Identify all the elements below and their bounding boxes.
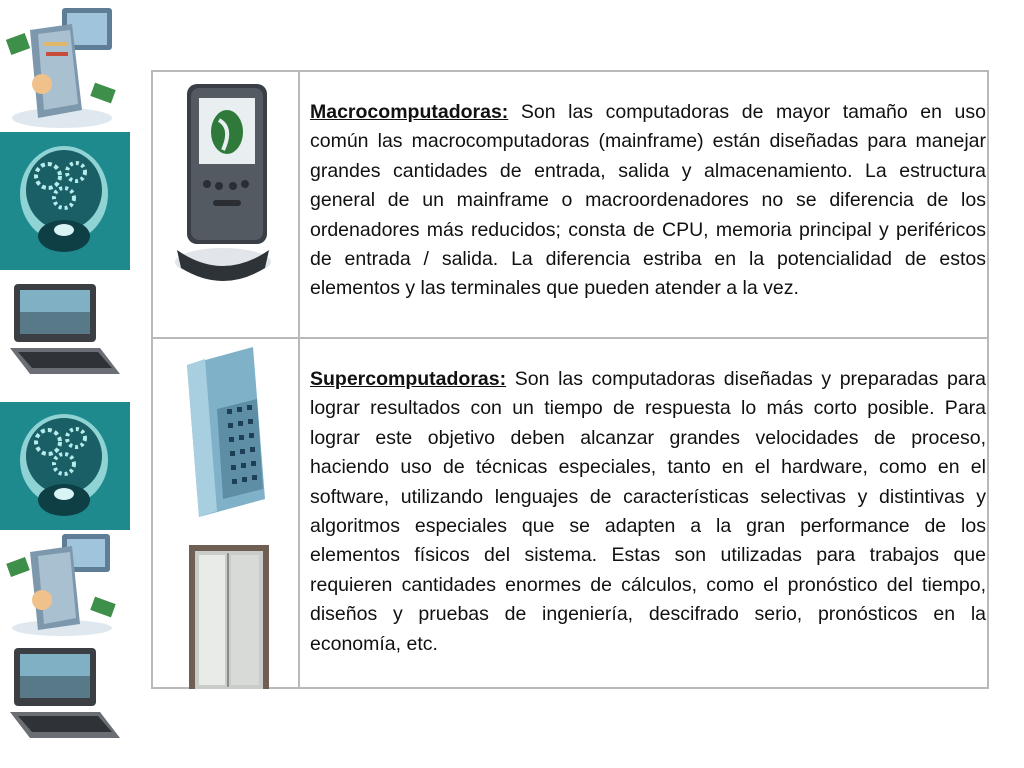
gear-head-icon [0,132,130,270]
table-row [153,337,987,689]
laptop-icon [0,638,130,768]
gear-head-icon [0,402,130,530]
macro-text: Son las computadoras de mayor tamaño en uso común las macrocomputadoras (mainframe) están diseñadas para manejar grandes cantidades de entrada, salida y almacenamiento. La estructura general de un mainframe o macroordenadores no se diferencia de los ordenadores más reducidos; consta de CPU, memoria principal y periféricos de entrada / salida. La diferencia estriba en la potencialidad de estos elementos y las terminales que pueden atender a la vez. [310,101,986,300]
image-cell [153,339,300,689]
laptop-icon [0,270,130,402]
macro-term: Macrocomputadoras: [310,101,509,123]
computer-types-table [151,70,989,689]
computer-tower-icon [0,530,130,638]
image-cell [153,72,300,337]
table-row [153,72,987,337]
side-image-strip [0,0,130,768]
super-description [310,365,986,659]
supercomputer-cabinet-icon [187,347,265,517]
super-text: Son las computadoras diseñadas y preparadas para lograr resultados con un tiempo de respuesta lo más corto posible. Para lograr este objetivo deben alcanzar grandes velocidades de proceso, haciendo uso de técnicas especiales, tanto en el hardware, como en el software, utilizando lenguajes de características selectivas y distintivas y algoritmos especiales que se adapten a la gran performance de los elementos físicos del sistema. Estas son utilizadas para trabajos que requieren cantidades enormes de cálculos, como el pronóstico del tiempo, diseños y pruebas de ingeniería, descifrado serio, pronósticos en la economía, etc. [310,368,986,655]
handheld-pda-icon [153,72,298,337]
computer-tower-icon [0,0,130,132]
server-rack-icon [189,545,269,689]
macro-description [310,98,986,304]
super-term: Supercomputadoras: [310,368,507,390]
